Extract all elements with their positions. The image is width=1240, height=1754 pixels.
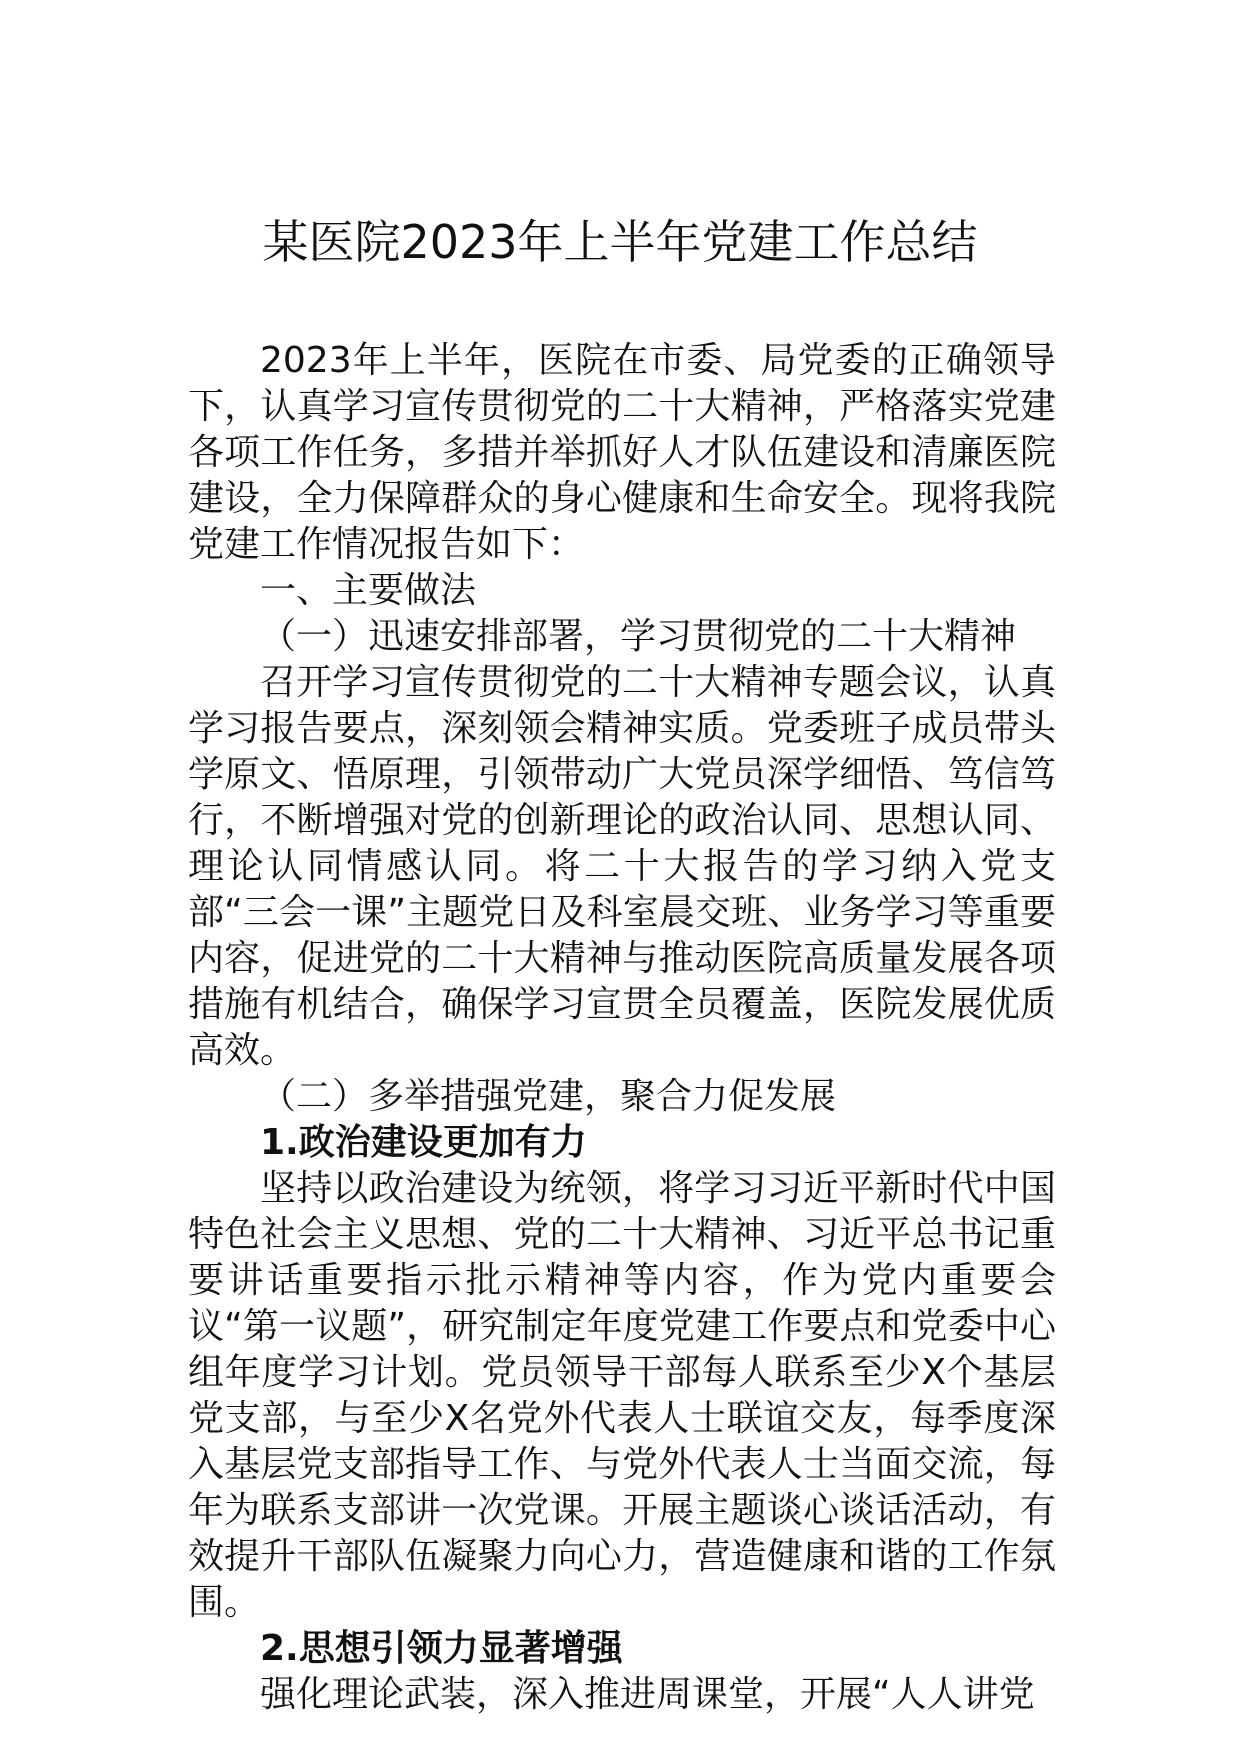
item-heading-political-building: 1.政治建设更加有力 [260, 1122, 587, 1163]
document-title: 某医院2023年上半年党建工作总结 [262, 215, 978, 269]
political-building-paragraph: 坚持以政治建设为统领，将学习习近平新时代中国特色社会主义思想、党的二十大精神、习近平总书记重要讲话重要指示批示精神等内容，作为党内重要会议“第一议题”，研究制定年度党建工作要点和党委中心组年度学习计划。党员领导干部每人联系至少X个基层党支部，与至少X名党外代表人士联谊交友，每季度深入基层党支部指导工作、与党外代表人士当面交流，每年为联系支部讲一次党课。开展主题谈心谈话活动，有效提升干部队伍凝聚力向心力，营造健康和谐的工作氛围。 [188, 1168, 1056, 1623]
intro-paragraph: 2023年上半年，医院在市委、局党委的正确领导下，认真学习宣传贯彻党的二十大精神，严格落实党建各项工作任务，多措并举抓好人才队伍建设和清廉医院建设，全力保障群众的身心健康和生命安全。现将我院党建工作情况报告如下： [188, 340, 1056, 565]
section-heading-main-practices: 一、主要做法 [260, 570, 477, 611]
item-heading-ideological-guidance: 2.思想引领力显著增强 [260, 1628, 623, 1669]
subsection-heading-1: （一）迅速安排部署，学习贯彻党的二十大精神 [260, 616, 1017, 657]
subsection-1-paragraph: 召开学习宣传贯彻党的二十大精神专题会议，认真学习报告要点，深刻领会精神实质。党委班子成员带头学原文、悟原理，引领带动广大党员深学细悟、笃信笃行，不断增强对党的创新理论的政治认同、思想认同、理论认同情感认同。将二十大报告的学习纳入党支部“三会一课”主题党日及科室晨交班、业务学习等重要内容，促进党的二十大精神与推动医院高质量发展各项措施有机结合，确保学习宣贯全员覆盖，医院发展优质高效。 [188, 662, 1056, 1071]
subsection-heading-2: （二）多举措强党建，聚合力促发展 [260, 1076, 837, 1117]
ideological-guidance-paragraph: 强化理论武装，深入推进周课堂，开展“人人讲党 [260, 1674, 1035, 1715]
document-body [188, 338, 1056, 1718]
